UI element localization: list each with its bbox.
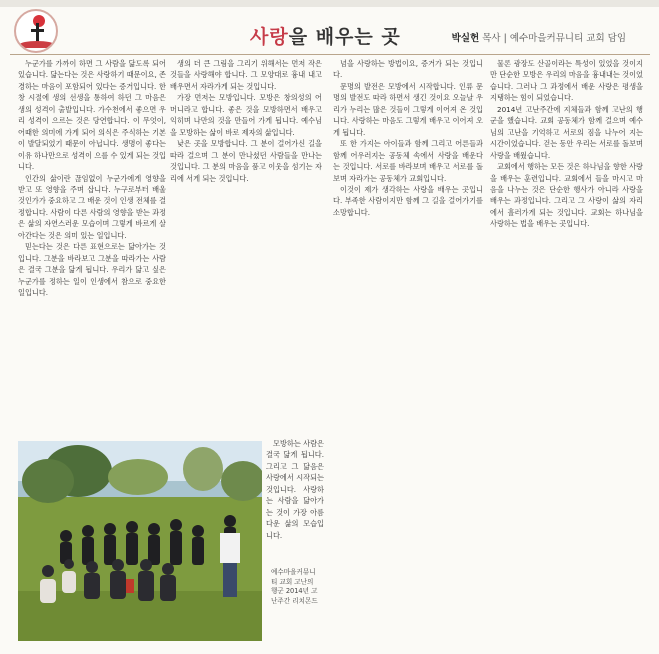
paragraph: 넘을 사랑하는 방법이요, 증거가 되는 것입니다.: [333, 59, 483, 80]
paragraph: 문명의 발전은 모방에서 시작합니다. 인류 문명의 발전도 따라 하면서 생긴 것이요 오늘날 우리가 누리는 많은 것들이 그렇게 이어져 온 것입니다. 사랑하는 마음도 그렇게 배우고 이어져 오게 됩니다.: [333, 81, 483, 137]
byline: [452, 30, 626, 44]
group-photo-image: [18, 441, 262, 641]
logo-sun-icon: [33, 15, 45, 27]
paragraph: 가장 먼저는 모방입니다. 모방은 창의성의 어머니라고 합니다. 좋은 것을 모방하면서 배우고 익히며 나만의 것을 만들어 가게 됩니다. 예수님을 모방하는 삶이 바로 제자의 삶입니다.: [170, 93, 322, 137]
paragraph: 생의 더 큰 그림을 그리기 위해서는 먼저 작은 것들을 사랑해야 합니다. 그 모양대로 흉내 내고 배우면서 자라가게 되는 것입니다.: [170, 59, 322, 91]
photo-caption: 예수마을커뮤니티 교회 고난의 행군 2014년 고난주간 리치몬드: [271, 568, 318, 605]
article-header: [10, 8, 650, 55]
paragraph: 이것이 제가 생각하는 사랑을 배우는 곳입니다. 부족한 사람이지만 함께 그 길을 걸어가기를 소망합니다.: [333, 184, 483, 217]
top-strip: [0, 0, 659, 7]
logo-ground-icon: [20, 41, 54, 48]
paragraph: 교회에서 행하는 모든 것은 하나님을 향한 사랑을 배우는 훈련입니다. 교회에서 들을 마시고 마음을 나누는 것은 단순한 행사가 아니라 사랑을 배우는 과정입니다. 그리고 그 사랑이 삶의 자리에서 흘러가게 되는 것입니다. 교회는 하나님을 사랑하는 법을 배우는 곳입니다.: [490, 162, 643, 229]
paragraph: 모방하는 사람은 결국 닮게 됩니다. 그리고 그 닮음은 사랑에서 시작되는 것입니다. 사랑하는 사람을 닮아가는 것이 가장 아름다운 삶의 모습입니다.: [266, 439, 324, 540]
paragraph: 인간의 삶이란 끊임없이 누군가에게 영향을 받고 또 영향을 주며 삽니다. 누구로부터 배울 것인가가 중요하고 그 배운 것이 인생 전체를 결정합니다. 사람이 다른 사람의 영향을 받는 과정은 삶의 자연스러운 모습이며 그렇게 바르게 살아간다는 것은 의미 있는 일입니다.: [18, 173, 166, 240]
church-logo: [14, 9, 58, 53]
column-1: [18, 58, 166, 439]
author-role: 목사 | 예수마을커뮤니티 교회 담임: [482, 33, 626, 44]
paragraph: 또 한 가지는 아이들과 함께 그리고 어른들과 함께 어우러지는 공동체 속에서 사랑을 배운다는 것입니다. 서로를 바라보며 배우고 서로를 돌보며 자라가는 공동체가 교회입니다.: [333, 139, 483, 183]
column-2-continued: [266, 438, 324, 643]
paragraph: 2014년 고난주간에 지체들과 함께 고난의 행군을 했습니다. 교회 공동체가 함께 걸으며 예수님의 고난을 기억하고 서로의 짐을 나누어 지는 시간이었습니다. 걷는 동안 우리는 서로를 돌보며 사랑을 배웠습니다.: [490, 104, 643, 160]
paragraph: 물론 광장도 산골이라는 특성이 있었을 것이지만 단순한 모방은 우리의 마음을 흉내내는 것이었습니다. 그러나 그 과정에서 배운 사랑은 평생을 지탱하는 힘이 되었습니다.: [490, 59, 643, 103]
paragraph: 낮은 곳을 모방합니다. 그 분이 걸어가신 길을 따라 걸으며 그 분이 만나셨던 사람들을 만나는 것입니다. 그 분의 마음을 품고 이웃을 섬기는 자리에 서게 되는 것입니다.: [170, 139, 322, 183]
article-title: 사랑을 배우는 곳: [250, 26, 401, 48]
paragraph: 누군가를 가까이 하면 그 사람을 닮도록 되어 있습니다. 닮는다는 것은 사랑하기 때문이요, 존경하는 마음이 포함되어 있다는 증거입니다. 한창 시절에 생의 선생을 통하여 하던 그 마음은 생의 성격이 출발입니다. 가수천에서 좋으면 우리 성격이 으르는 것은 당연합니다. 이 무엇이, 어때한 의미에 가게 되어 의식은 주식하는 기본이 발달되었기 때문이 아닙니다. 생명이 좋다는 이유 하나만으로 성격이 으를 수 있게 되는 것입니다.: [18, 59, 166, 172]
group-photo: [18, 441, 262, 641]
paragraph: 믿는다는 것은 다른 표현으로는 닮아가는 것입니다. 그분을 바라보고 그분을 따라가는 사람은 결국 그분을 닮게 됩니다. 우리가 닮고 싶은 누군가를 정하는 일이 인생에서 참으로 중요한 일입니다.: [18, 242, 166, 298]
column-2: [170, 58, 322, 438]
column-4: [490, 58, 643, 648]
column-3: [333, 58, 483, 648]
author-name: 박실헌: [451, 33, 480, 44]
